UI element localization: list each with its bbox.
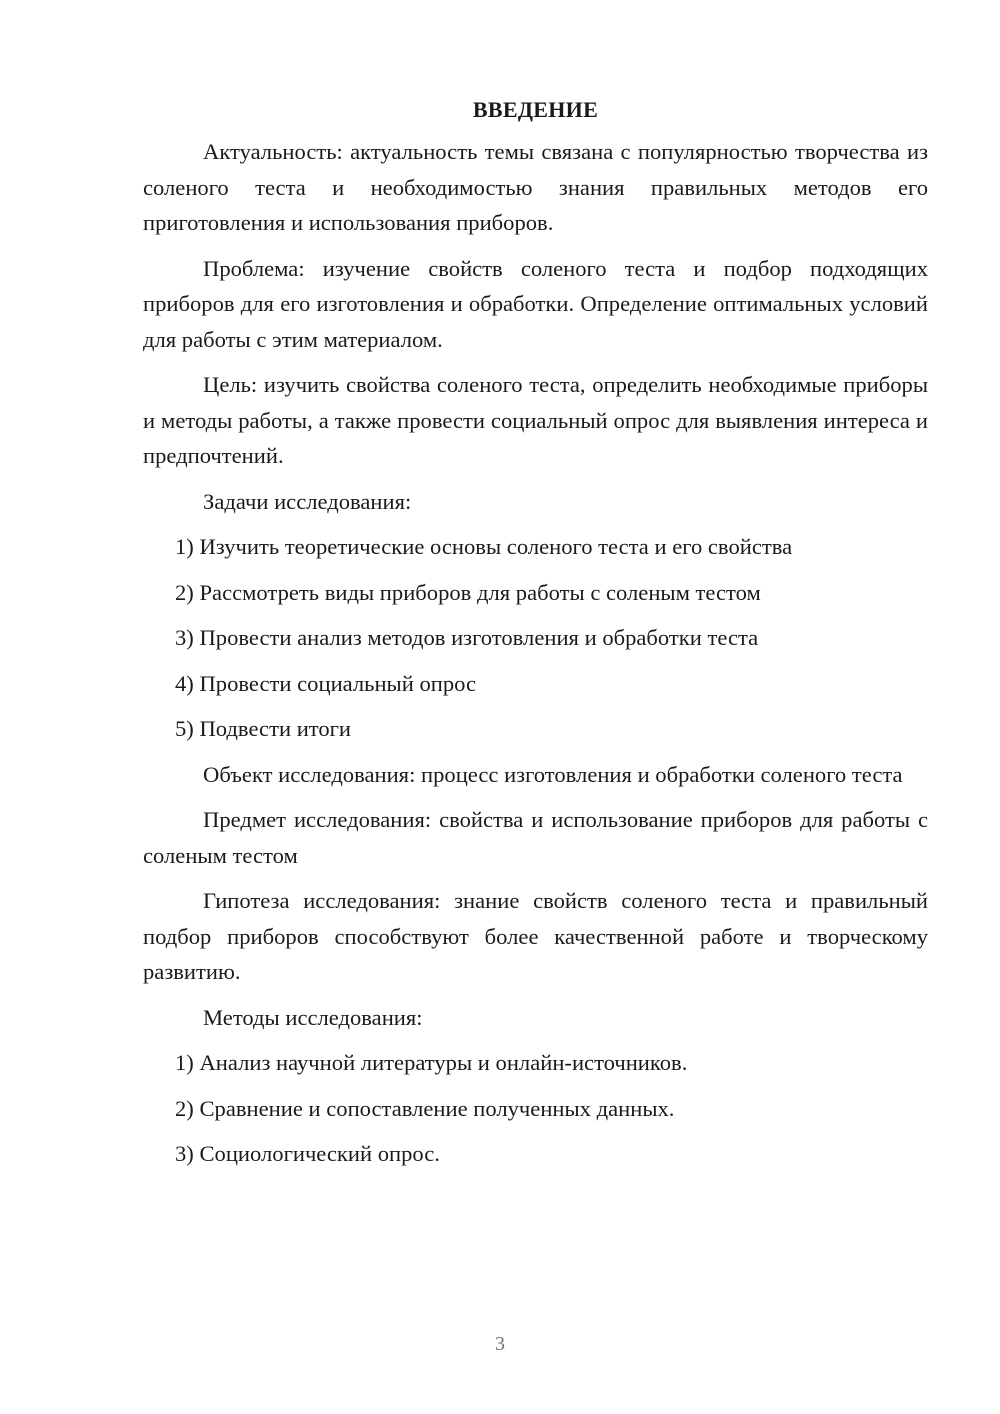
list-item: 2) Рассмотреть виды приборов для работы с соленым тестом	[175, 579, 761, 605]
list-item: 4) Провести социальный опрос	[175, 670, 477, 696]
hypothesis-paragraph: Гипотеза исследования: знание свойств соленого теста и правильный подбор приборов способствуют более качественной работе и творческому развитию.	[143, 888, 928, 984]
goal-paragraph: Цель: изучить свойства соленого теста, определить необходимые приборы и методы работы, а также провести социальный опрос для выявления интереса и предпочтений.	[143, 372, 928, 468]
tasks-heading: Задачи исследования:	[203, 488, 412, 514]
list-item: 3) Провести анализ методов изготовления и обработки теста	[175, 625, 759, 650]
page-number: 3	[495, 1333, 505, 1355]
page-title: ВВЕДЕНИЕ	[472, 97, 599, 122]
list-item: 5) Подвести итоги	[175, 716, 352, 741]
list-item: 3) Социологический опрос.	[175, 1141, 440, 1166]
list-item: 1) Изучить теоретические основы соленого теста и его свойства	[175, 534, 793, 559]
problem-paragraph: Проблема: изучение свойств соленого теста и подбор подходящих приборов для его изготовления и обработки. Определение оптимальных условий для работы с этим материалом.	[143, 255, 928, 352]
list-item: 1) Анализ научной литературы и онлайн-источников.	[175, 1050, 688, 1075]
methods-heading: Методы исследования:	[203, 1004, 423, 1030]
document-page	[143, 92, 928, 1182]
list-item: 2) Сравнение и сопоставление полученных данных.	[175, 1095, 675, 1121]
subject-paragraph: Предмет исследования: свойства и использование приборов для работы с соленым тестом	[143, 807, 928, 868]
tasks-list	[143, 529, 928, 747]
methods-list	[143, 1045, 928, 1172]
object-paragraph: Объект исследования: процесс изготовления и обработки соленого теста	[203, 761, 903, 787]
relevance-paragraph: Актуальность: актуальность темы связана с популярностью творчества из соленого теста и необходимостью знания правильных методов его приготовления и использования приборов.	[143, 139, 928, 235]
